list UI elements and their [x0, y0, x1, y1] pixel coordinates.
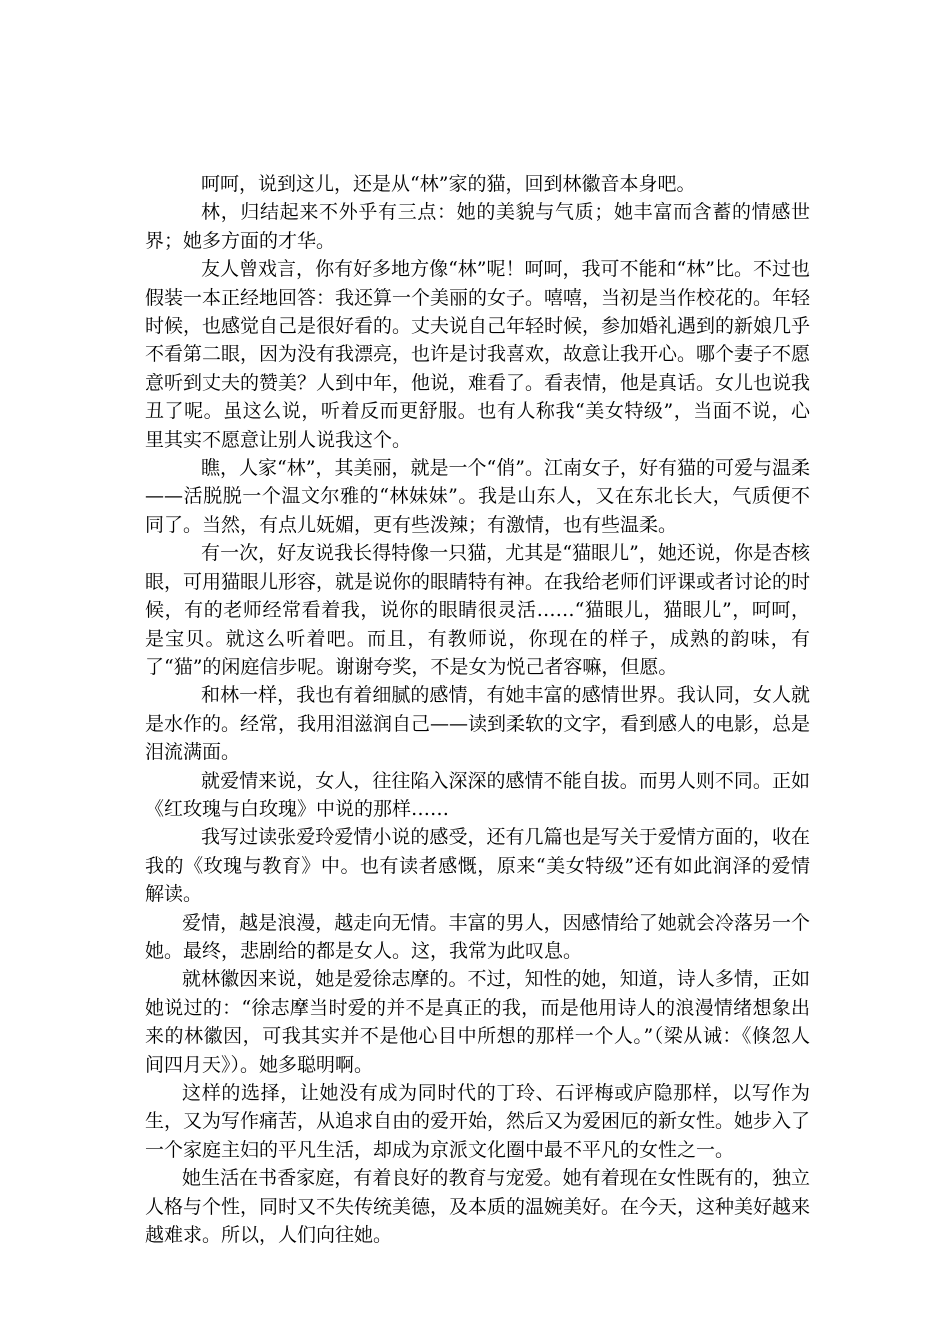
paragraph-7: 就爱情来说，女人，往往陷入深深的感情不能自拔。而男人则不同。正如《红玫瑰与白玫瑰》中说的那样……: [145, 769, 810, 820]
paragraph-1: 呵呵，说到这儿，还是从“林”家的猫，回到林徽音本身吧。: [201, 173, 696, 195]
paragraph-12: 她生活在书香家庭，有着良好的教育与宠爱。她有着现在女性既有的，独立人格与个性，同时又不失传统美德，及本质的温婉美好。在今天，这种美好越来越难求。所以，人们向往她。: [145, 1167, 811, 1247]
paragraph-10: 就林徽因来说，她是爱徐志摩的。不过，知性的她，知道，诗人多情，正如她说过的：“徐志摩当时爱的并不是真正的我，而是他用诗人的浪漫情绪想象出来的林徽因，可我其实并不是他心目中所想的那样一个人。”（梁从诫：《倏忽人间四月天》）。她多聪明啊。: [145, 968, 810, 1076]
paragraph-6: 和林一样，我也有着细腻的感情，有她丰富的感情世界。我认同，女人就是水作的。经常，我用泪滋润自己——读到柔软的文字，看到感人的电影，总是泪流满面。: [145, 684, 811, 764]
paragraph-8: 我写过读张爱玲爱情小说的感受，还有几篇也是写关于爱情方面的，收在我的《玫瑰与教育》中。也有读者感慨，原来“美女特级”还有如此润泽的爱情解读。: [145, 826, 810, 906]
paragraph-11: 这样的选择，让她没有成为同时代的丁玲、石评梅或庐隐那样，以写作为生，又为写作痛苦，从追求自由的爱开始，然后又为爱困厄的新女性。她步入了一个家庭主妇的平凡生活，却成为京派文化圈中最不平凡的女性之一。: [145, 1082, 811, 1161]
paragraph-3: 友人曾戏言，你有好多地方像“林”呢！呵呵，我可不能和“林”比。不过也假装一本正经地回答：我还算一个美丽的女子。嘻嘻，当初是当作校花的。年轻时候，也感觉自己是很好看的。丈夫说自己年轻时候，参加婚礼遇到的新娘几乎不看第二眼，因为没有我漂亮，也许是讨我喜欢，故意让我开心。哪个妻子不愿意听到丈夫的赞美？人到中年，他说，难看了。看表情，他是真话。女儿也说我丑了呢。虽这么说，听着反而更舒服。也有人称我“美女特级”，当面不说，心里其实不愿意让别人说我这个。: [145, 258, 811, 451]
paragraph-4: 瞧，人家“林”，其美丽，就是一个“俏”。江南女子，好有猫的可爱与温柔——活脱脱一个温文尔雅的“林妹妹”。我是山东人，又在东北长大，气质便不同了。当然，有点儿妩媚，更有些泼辣；有激情，也有些温柔。: [145, 457, 810, 536]
paragraph-2: 林，归结起来不外乎有三点：她的美貌与气质；她丰富而含蓄的情感世界；她多方面的才华。: [145, 201, 810, 252]
paragraph-9: 爱情，越是浪漫，越走向无情。丰富的男人，因感情给了她就会冷落另一个她。最终，悲剧给的都是女人。这，我常为此叹息。: [145, 911, 810, 962]
body-text: [145, 170, 810, 1249]
paragraph-5: 有一次，好友说我长得特像一只猫，尤其是“猫眼儿”，她还说，你是杏核眼，可用猫眼儿形容，就是说你的眼睛特有神。在我给老师们评课或者讨论的时候，有的老师经常看着我，说你的眼睛很灵活……“猫眼儿，猫眼儿”，呵呵，是宝贝。就这么听着吧。而且，有教师说，你现在的样子，成熟的韵味，有了“猫”的闲庭信步呢。谢谢夸奖，不是女为悦己者容嘛，但愿。: [145, 542, 811, 678]
